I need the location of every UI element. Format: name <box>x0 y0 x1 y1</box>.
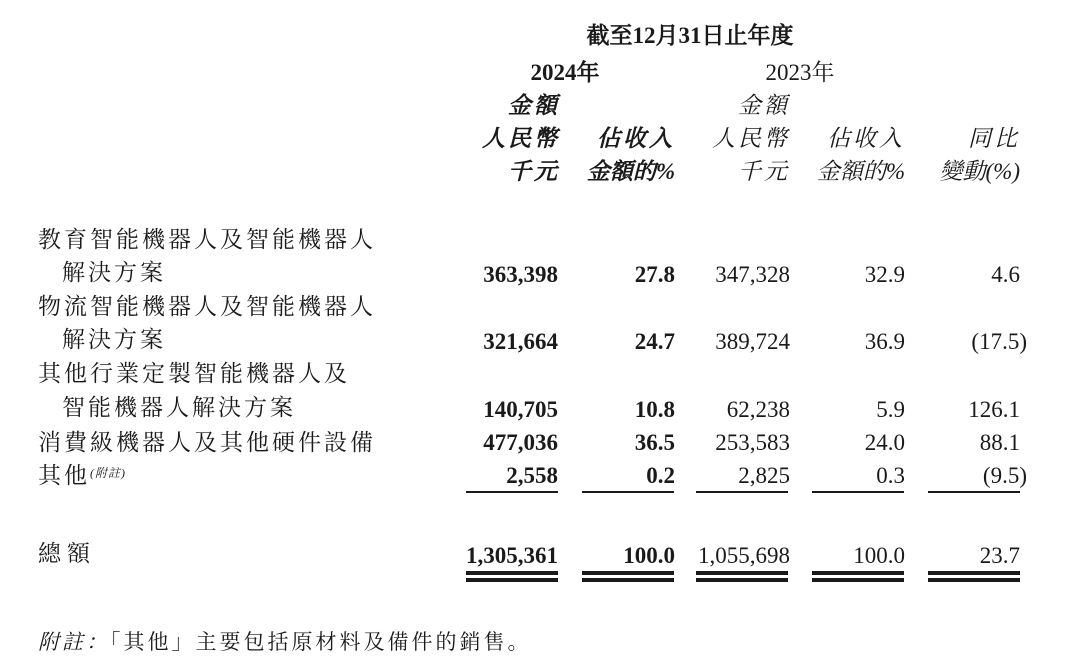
total-label: 總額 <box>38 541 96 566</box>
cell-pct-2024: 10.8 <box>634 397 675 422</box>
header-2023-amount-line3: 千元 <box>738 159 790 184</box>
total-double-rule <box>928 571 1020 575</box>
cell-pct-2023: 24.0 <box>864 430 905 455</box>
footnote-text: 「其他」主要包括原材料及備件的銷售。 <box>110 630 532 654</box>
header-2024-amount-line3: 千元 <box>508 159 560 184</box>
header-2023-pct-line1: 佔收入 <box>827 126 905 151</box>
cell-change: 126.1 <box>968 397 1020 422</box>
header-2024-pct-line2: 金額的% <box>586 159 675 184</box>
total-amt-2024: 1,305,361 <box>466 543 558 568</box>
total-double-rule <box>812 571 904 575</box>
total-change: 23.7 <box>979 543 1020 568</box>
cell-pct-2024: 24.7 <box>634 329 675 354</box>
cell-pct-2024: 0.2 <box>646 463 675 488</box>
cell-pct-2023: 0.3 <box>876 463 905 488</box>
cell-pct-2024: 36.5 <box>634 430 675 455</box>
cell-amt-2024: 477,036 <box>483 430 558 455</box>
cell-change: 88.1 <box>979 430 1020 455</box>
total-double-rule <box>466 571 558 575</box>
footnote-prefix: 附註： <box>38 630 110 654</box>
row-label-text: 其他 <box>38 463 90 488</box>
header-2023-amount-line2: 人民幣 <box>712 126 790 151</box>
note-marker: (附註) <box>90 466 126 480</box>
cell-amt-2023: 253,583 <box>715 430 790 455</box>
subtotal-rule <box>812 491 904 493</box>
total-pct-2024: 100.0 <box>623 543 675 568</box>
period-title: 截至12月31日止年度 <box>586 23 794 48</box>
header-2024-amount-line1: 金額 <box>508 93 560 118</box>
row-label-line1 <box>38 464 126 487</box>
header-2023-pct-line2: 金額的% <box>816 159 905 184</box>
cell-amt-2023: 347,328 <box>715 262 790 287</box>
row-label-line2: 解決方案 <box>62 260 166 285</box>
subtotal-rule <box>696 491 788 493</box>
row-label-line1: 其他行業定製智能機器人及 <box>38 361 350 386</box>
cell-change: (17.5) <box>971 329 1027 354</box>
total-double-rule <box>928 578 1020 582</box>
cell-amt-2024: 363,398 <box>483 262 558 287</box>
header-2024-pct-line1: 佔收入 <box>597 126 675 151</box>
cell-pct-2024: 27.8 <box>634 262 675 287</box>
footnote <box>38 632 532 653</box>
cell-amt-2023: 2,825 <box>738 463 790 488</box>
total-double-rule <box>696 578 788 582</box>
row-label-line1: 教育智能機器人及智能機器人 <box>38 227 376 252</box>
total-double-rule <box>696 571 788 575</box>
total-amt-2023: 1,055,698 <box>698 543 790 568</box>
header-2024-amount-line2: 人民幣 <box>482 126 560 151</box>
row-label-line1: 消費級機器人及其他硬件設備 <box>38 430 376 455</box>
cell-amt-2024: 2,558 <box>506 463 558 488</box>
subtotal-rule <box>928 491 1020 493</box>
year-2024-label: 2024年 <box>530 60 600 85</box>
cell-amt-2024: 140,705 <box>483 397 558 422</box>
cell-pct-2023: 36.9 <box>864 329 905 354</box>
subtotal-rule <box>466 491 558 493</box>
cell-amt-2023: 389,724 <box>715 329 790 354</box>
cell-change: 4.6 <box>991 262 1020 287</box>
row-label-line2: 解決方案 <box>62 327 166 352</box>
total-double-rule <box>812 578 904 582</box>
header-2023-amount-line1: 金額 <box>738 93 790 118</box>
year-2023-label: 2023年 <box>765 60 835 85</box>
total-double-rule <box>582 578 674 582</box>
cell-amt-2024: 321,664 <box>483 329 558 354</box>
cell-pct-2023: 5.9 <box>876 397 905 422</box>
total-double-rule <box>466 578 558 582</box>
cell-amt-2023: 62,238 <box>726 397 790 422</box>
header-change-line1: 同比 <box>968 126 1020 151</box>
subtotal-rule <box>582 491 674 493</box>
cell-change: (9.5) <box>982 463 1027 488</box>
cell-pct-2023: 32.9 <box>864 262 905 287</box>
total-pct-2023: 100.0 <box>853 543 905 568</box>
header-change-line2: 變動(%) <box>939 159 1020 184</box>
total-double-rule <box>582 571 674 575</box>
row-label-line1: 物流智能機器人及智能機器人 <box>38 294 376 319</box>
row-label-line2: 智能機器人解決方案 <box>62 395 296 420</box>
